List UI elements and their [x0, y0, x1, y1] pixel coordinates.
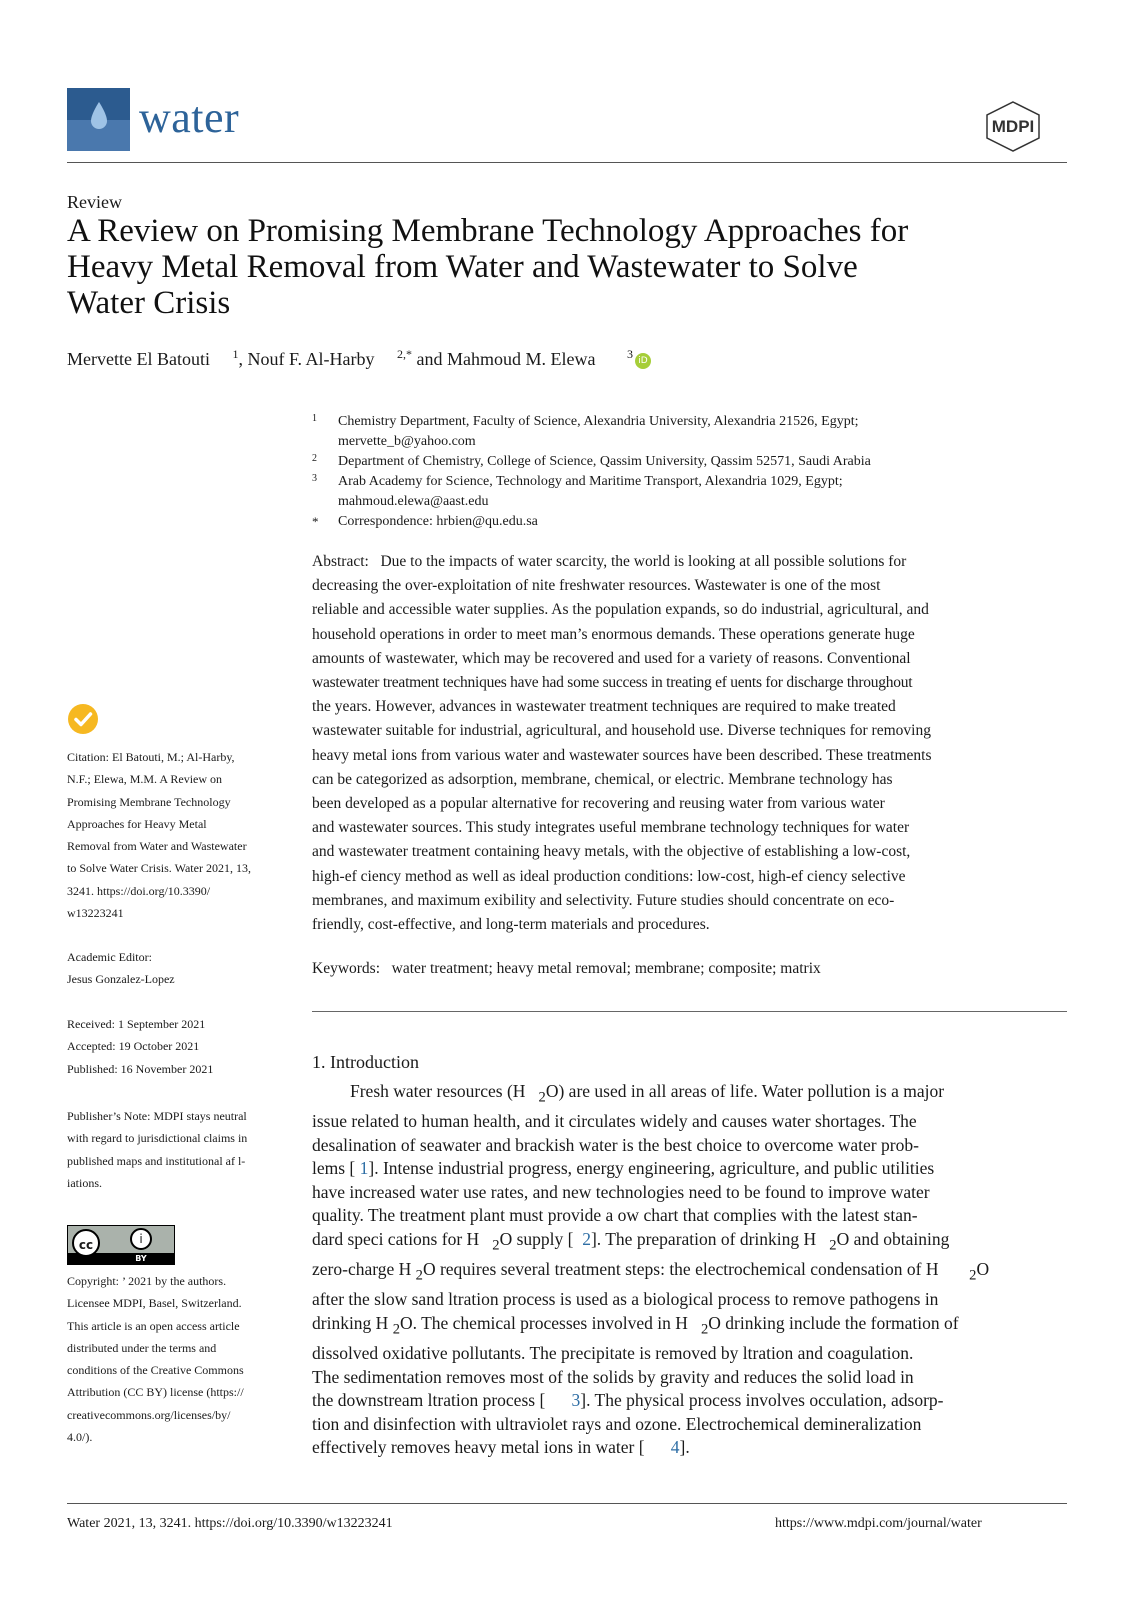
author-list — [67, 347, 651, 370]
body-line: drinking H $_2$O. The chemical processes involved in H $_2$O drinking include the formation of — [312, 1312, 959, 1338]
license-link[interactable]: creativecommons.org/licenses/by/ — [67, 1407, 231, 1422]
citation-line: Removal from Water and Wastewater — [67, 839, 247, 854]
body-line: the downstream ltration process [ 3]. The physical process involves occulation, adsorp- — [312, 1390, 944, 1411]
body-line: have increased water use rates, and new technologies need to be found to improve water — [312, 1181, 930, 1202]
reference-link[interactable]: 2 — [582, 1229, 591, 1250]
author-name[interactable]: Mervette El Batouti — [67, 349, 210, 369]
reference-link[interactable]: 4 — [670, 1437, 680, 1458]
title-line: Water Crisis — [67, 285, 231, 321]
journal-name: water — [139, 93, 240, 142]
title-line: Heavy Metal Removal from Water and Wastewater to Solve — [67, 249, 858, 285]
by-label: BY — [135, 1254, 147, 1263]
body-line: zero-charge H $_2$O requires several treatment steps: the electrochemical condensation of H $_2$O — [312, 1259, 990, 1284]
body-line: after the slow sand ltration process is used as a biological process to remove pathogens in — [312, 1289, 939, 1310]
citation-line: to Solve Water Crisis. Water 2021, 13, — [67, 861, 251, 876]
keywords — [312, 960, 1012, 978]
affiliation-text: Chemistry Department, Faculty of Science, Alexandria University, Alexandria 21526, Egypt; — [338, 414, 859, 429]
note-line: Publisher’s Note: MDPI stays neutral — [67, 1109, 247, 1123]
citation-line: Citation: El Batouti, M.; Al-Harby, — [67, 750, 235, 764]
copyright-line: Licensee MDPI, Basel, Switzerland. — [67, 1296, 242, 1311]
affiliation-item — [312, 512, 1032, 532]
affiliation-item — [312, 452, 1032, 472]
body-line: The sedimentation removes most of the solids by gravity and reduces the solid load in — [312, 1366, 914, 1387]
intro-paragraph — [312, 1080, 1034, 1460]
author-affil-sup: 1 — [232, 347, 239, 361]
abstract-line: wastewater treatment techniques have had some success in treating ef uents for discharge throughout — [312, 674, 913, 692]
abstract-line: been developed as a popular alternative for recovering and reusing water from various water — [312, 795, 885, 813]
reference-link[interactable]: 1 — [359, 1158, 369, 1179]
article-type: Review — [67, 192, 122, 212]
author-affil-sup: 2,* — [397, 347, 413, 361]
academic-editor — [67, 946, 277, 991]
affiliation-number: 1 — [312, 413, 317, 424]
publication-dates — [67, 1013, 277, 1080]
abstract-line: and wastewater sources. This study integrates useful membrane technology techniques for water — [312, 819, 910, 837]
attribution-icon: i — [130, 1228, 152, 1250]
section-divider — [312, 1011, 1067, 1012]
journal-logo-icon — [67, 88, 130, 151]
author-affil-sup: 3 — [626, 347, 633, 361]
affiliation-text: Department of Chemistry, College of Science, Qassim University, Qassim 52571, Saudi Arabia — [338, 454, 871, 469]
abstract-line: wastewater suitable for industrial, agricultural, and household use. Diverse techniques for removing — [312, 722, 931, 740]
abstract-line: reliable and accessible water supplies. As the population expands, so do industrial, agricultural, and — [312, 601, 929, 619]
body-line: effectively removes heavy metal ions in water [ 4]. — [312, 1437, 690, 1458]
affiliation-item — [312, 472, 1032, 512]
copyright-block — [67, 1270, 277, 1448]
abstract-line: high-ef ciency method as well as ideal production conditions: low-cost, high-ef ciency selective — [312, 867, 906, 885]
author-name[interactable]: , Nouf F. Al-Harby — [238, 349, 375, 369]
citation-block — [67, 746, 277, 924]
footer-journal-link[interactable]: https://www.mdpi.com/journal/water — [775, 1516, 982, 1531]
abstract-line: amounts of wastewater, which may be recovered and used for a variety of reasons. Conventional — [312, 649, 911, 667]
abstract-line: can be categorized as adsorption, membrane, chemical, or electric. Membrane technology has — [312, 770, 893, 788]
mdpi-label: MDPI — [991, 117, 1035, 136]
publisher-note — [67, 1105, 277, 1194]
orcid-icon[interactable]: iD — [635, 353, 651, 369]
license-link[interactable]: 4.0/). — [67, 1430, 93, 1445]
body-line: desalination of seawater and brackish water is the best choice to overcome water prob- — [312, 1134, 919, 1155]
article-title — [67, 213, 1007, 321]
footer-divider — [67, 1503, 1067, 1504]
citation-doi-link[interactable]: w13223241 — [67, 906, 124, 921]
header-divider — [67, 162, 1067, 163]
accepted-date: Accepted: 19 October 2021 — [67, 1039, 200, 1054]
received-date: Received: 1 September 2021 — [67, 1017, 206, 1031]
copyright-line: This article is an open access article — [67, 1318, 240, 1333]
editor-label: Academic Editor: — [67, 950, 152, 964]
abstract-line: Abstract: Due to the impacts of water scarcity, the world is looking at all possible solutions for — [312, 553, 907, 570]
body-line: lems [ 1]. Intense industrial progress, energy engineering, agriculture, and public utilities — [312, 1158, 935, 1179]
citation-doi-link[interactable]: 3241. https://doi.org/10.3390/ — [67, 883, 211, 898]
abstract-line: household operations in order to meet man’s enormous demands. These operations generate huge — [312, 625, 915, 643]
note-line: iations. — [67, 1175, 102, 1190]
abstract-label: Abstract: — [312, 553, 369, 570]
section-heading: 1. Introduction — [312, 1052, 419, 1072]
body-line: issue related to human health, and it circulates widely and causes water shortages. The — [312, 1111, 917, 1132]
correspondence-text[interactable]: Correspondence: hrbien@qu.edu.sa — [338, 514, 538, 529]
abstract-line: heavy metal ions from various water and wastewater sources have been described. These treatments — [312, 746, 932, 764]
cc-by-license-badge[interactable] — [67, 1225, 175, 1265]
editor-name: Jesus Gonzalez-Lopez — [67, 972, 175, 987]
reference-link[interactable]: 3 — [571, 1390, 581, 1411]
copyright-line: distributed under the terms and — [67, 1340, 217, 1355]
author-name[interactable]: and Mahmoud M. Elewa — [412, 349, 596, 369]
body-line: dard speci cations for H $_2$O supply [ 2]. The preparation of drinking H $_2$O and obtaining — [312, 1229, 950, 1254]
copyright-line: conditions of the Creative Commons — [67, 1363, 244, 1378]
note-line: published maps and institutional af l- — [67, 1153, 246, 1168]
abstract-line: membranes, and maximum exibility and selectivity. Future studies should concentrate on eco- — [312, 891, 895, 909]
abstract-line: decreasing the over-exploitation of nite freshwater resources. Wastewater is one of the most — [312, 577, 881, 595]
published-date: Published: 16 November 2021 — [67, 1061, 214, 1076]
body-line: dissolved oxidative pollutants. The precipitate is removed by ltration and coagulation. — [312, 1342, 914, 1363]
footer-citation[interactable]: Water 2021, 13, 3241. https://doi.org/10.3390/w13223241 — [67, 1516, 393, 1531]
citation-line: N.F.; Elewa, M.M. A Review on — [67, 772, 223, 787]
correspondence-marker: * — [312, 514, 319, 529]
body-line: tion and disinfection with ultraviolet rays and ozone. Electrochemical demineralization — [312, 1413, 922, 1434]
affiliation-item — [312, 412, 1032, 452]
abstract-line: friendly, cost-effective, and long-term materials and procedures. — [312, 916, 710, 934]
mdpi-logo-icon — [983, 100, 1043, 152]
copyright-line: Attribution (CC BY) license (https:// — [67, 1385, 244, 1400]
keywords-label: Keywords: — [312, 960, 381, 977]
title-line: A Review on Promising Membrane Technology Approaches for — [67, 213, 909, 249]
citation-line: Approaches for Heavy Metal — [67, 816, 207, 831]
affiliation-text: Arab Academy for Science, Technology and Maritime Transport, Alexandria 1029, Egypt; — [338, 474, 843, 489]
keywords-list: water treatment; heavy metal removal; membrane; composite; matrix — [391, 960, 821, 977]
body-line: Fresh water resources (H $_2$O) are used in all areas of life. Water pollution is a major — [350, 1081, 945, 1106]
affiliations — [312, 412, 1032, 532]
affiliation-email[interactable]: mervette_b@yahoo.com — [338, 434, 476, 449]
citation-line: Promising Membrane Technology — [67, 794, 231, 809]
affiliation-number: 3 — [312, 473, 317, 484]
cc-icon: cc — [72, 1229, 100, 1257]
note-line: with regard to jurisdictional claims in — [67, 1131, 248, 1146]
copyright-line: Copyright: ’ 2021 by the authors. — [67, 1274, 227, 1288]
check-for-updates-icon[interactable] — [67, 703, 99, 735]
abstract-line: and wastewater treatment containing heavy metals, with the objective of establishing a low-cost, — [312, 843, 911, 861]
affiliation-number: 2 — [312, 453, 317, 464]
affiliation-email[interactable]: mahmoud.elewa@aast.edu — [338, 494, 489, 509]
abstract — [312, 550, 987, 937]
abstract-line: the years. However, advances in wastewater treatment techniques are required to make treated — [312, 698, 896, 716]
body-line: quality. The treatment plant must provide a ow chart that complies with the latest stan- — [312, 1205, 918, 1226]
